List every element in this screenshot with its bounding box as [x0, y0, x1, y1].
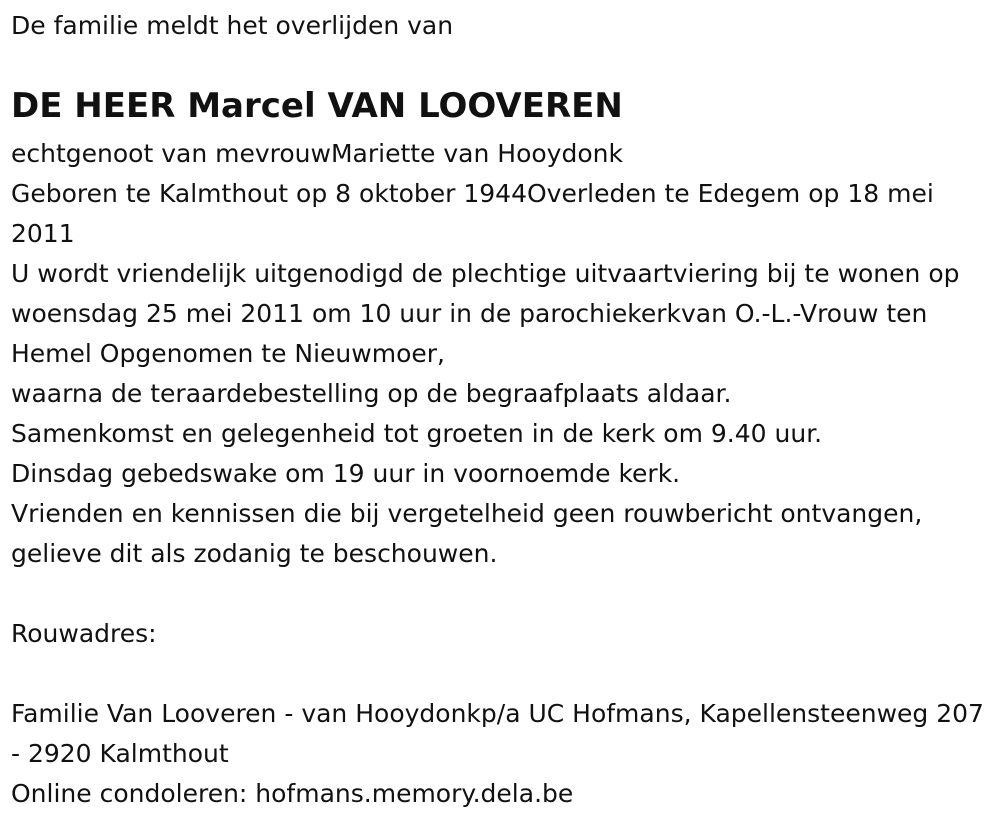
deceased-name: DE HEER Marcel VAN LOOVEREN — [11, 86, 623, 126]
burial-text: waarna de teraardebestelling op de begraafplaats aldaar. — [11, 379, 732, 408]
birth-death-text: Geboren te Kalmthout op 8 oktober 1944Overleden te Edegem op 18 mei 2011 — [11, 179, 934, 248]
wake-text: Dinsdag gebedswake om 19 uur in voornoemde kerk. — [11, 459, 681, 488]
ceremony-text: U wordt vriendelijk uitgenodigd de plechtige uitvaartviering bij te wonen op woensdag 25 mei 2011 om 10 uur in de parochiekerkvan O.-L.-Vrouw ten Hemel Opgenomen te Nieuwmoer, — [11, 259, 960, 368]
gathering-text: Samenkomst en gelegenheid tot groeten in de kerk om 9.40 uur. — [11, 419, 823, 448]
intro-text: De familie meldt het overlijden van — [11, 11, 454, 40]
spouse-text: echtgenoot van mevrouwMariette van Hooydonk — [11, 139, 623, 168]
address-text: Familie Van Looveren - van Hooydonkp/a UC Hofmans, Kapellensteenweg 207 - 2920 Kalmthout — [11, 699, 984, 768]
notice-text: Vrienden en kennissen die bij vergetelheid geen rouwbericht ontvangen, gelieve dit als zodanig te beschouwen. — [11, 499, 923, 568]
address-label: Rouwadres: — [11, 619, 157, 648]
online-condolence-text: Online condoleren: hofmans.memory.dela.be — [11, 779, 574, 808]
